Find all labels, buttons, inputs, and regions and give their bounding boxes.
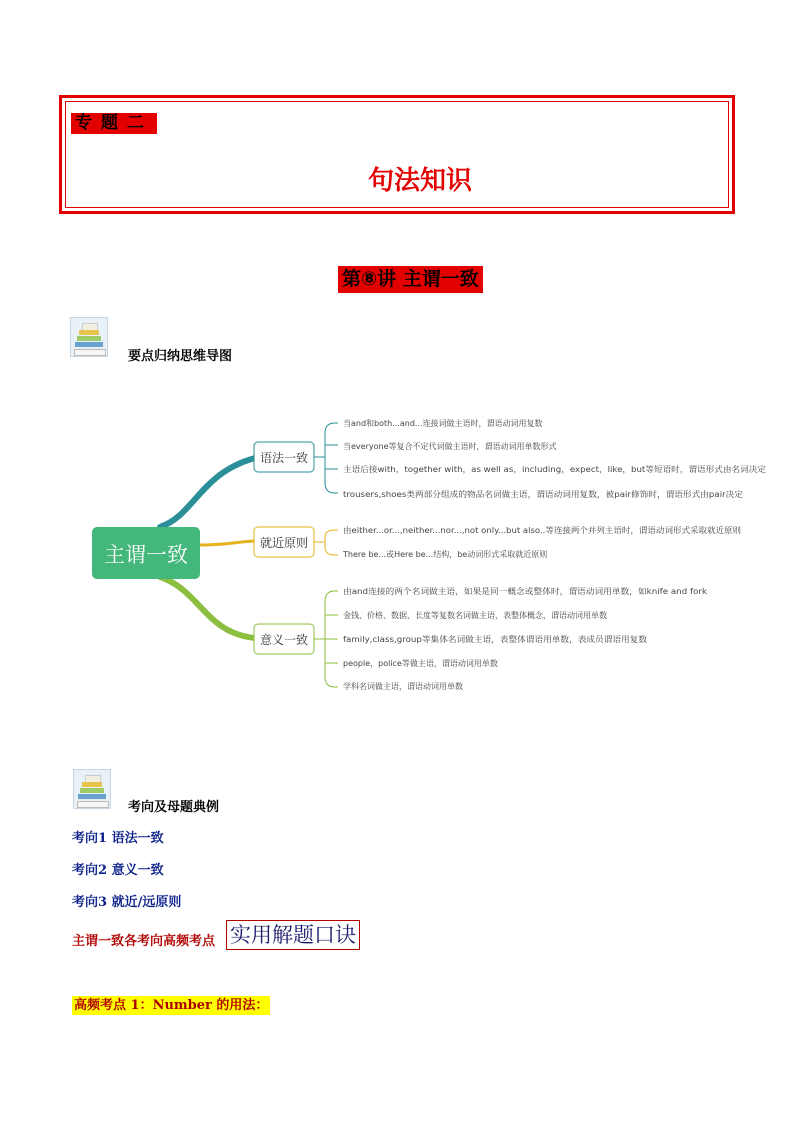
branch-item: There be...或Here be...结构，be动词形式采取就近原则 [343,550,548,559]
slogan-box: 实用解题口诀 [226,920,360,950]
topic-tag: 专题二 [71,113,157,134]
branch-bracket-grammar [314,423,338,493]
books-icon [73,769,111,809]
center-node-label: 主谓一致 [104,543,188,567]
branch-label-meaning: 意义一致 [259,633,309,647]
direction-item: 考向2 意义一致 [72,863,164,878]
page-title: 句法知识 [367,166,472,196]
mindmap-heading: 要点归纳思维导图 [128,349,233,364]
connector-proximity [200,541,255,545]
lecture-title: 第⑧讲 主谓一致 [338,266,483,293]
branch-item: 当everyone等复合不定代词做主语时，谓语动词用单数形式 [343,442,557,451]
branch-label-proximity: 就近原则 [259,536,309,550]
branch-item: 当and和both...and...连接词做主语时，谓语动词用复数 [343,419,543,428]
branch-item: 主语后接with，together with，as well as，including，expect，like，but等短语时，谓语形式由名词决定 [343,465,736,474]
branch-item: 由either...or...,neither...nor...,not only...but also..等连接两个并列主语时，谓语动词形式采取就近原则 [343,526,718,535]
high-freq-point-1: 高频考点 1：Number 的用法： [74,998,269,1013]
connector-grammar [160,458,255,527]
connector-meaning [160,577,255,638]
branch-item: 由and连接的两个名词做主语，如果是同一概念或整体时，谓语动词用单数，如knife and fork [343,587,678,596]
branch-label-grammar: 语法一致 [259,451,309,465]
branch-item: family,class,group等集体名词做主语，表整体谓语用单数，表成员谓语用复数 [343,635,624,644]
mindmap [0,395,794,705]
branch-item: trousers,shoes类两部分组成的物品名词做主语，谓语动词用复数，被pair修饰时，谓语形式由pair决定 [343,490,713,499]
direction-item: 考向3 就近/远原则 [72,895,182,910]
direction-item: 考向1 语法一致 [72,831,164,846]
branch-bracket-proximity [314,530,338,555]
examples-heading: 考向及母题典例 [128,800,220,815]
branch-item: 学科名词做主语，谓语动词用单数 [343,682,463,691]
branch-item: people，police等做主语，谓语动词用单数 [343,659,498,668]
branch-item: 金钱、价格、数据、长度等复数名词做主语，表整体概念，谓语动词用单数 [343,611,607,620]
branch-bracket-meaning [314,591,338,687]
books-icon [70,317,108,357]
freq-points-label: 主谓一致各考向高频考点 [72,934,216,949]
